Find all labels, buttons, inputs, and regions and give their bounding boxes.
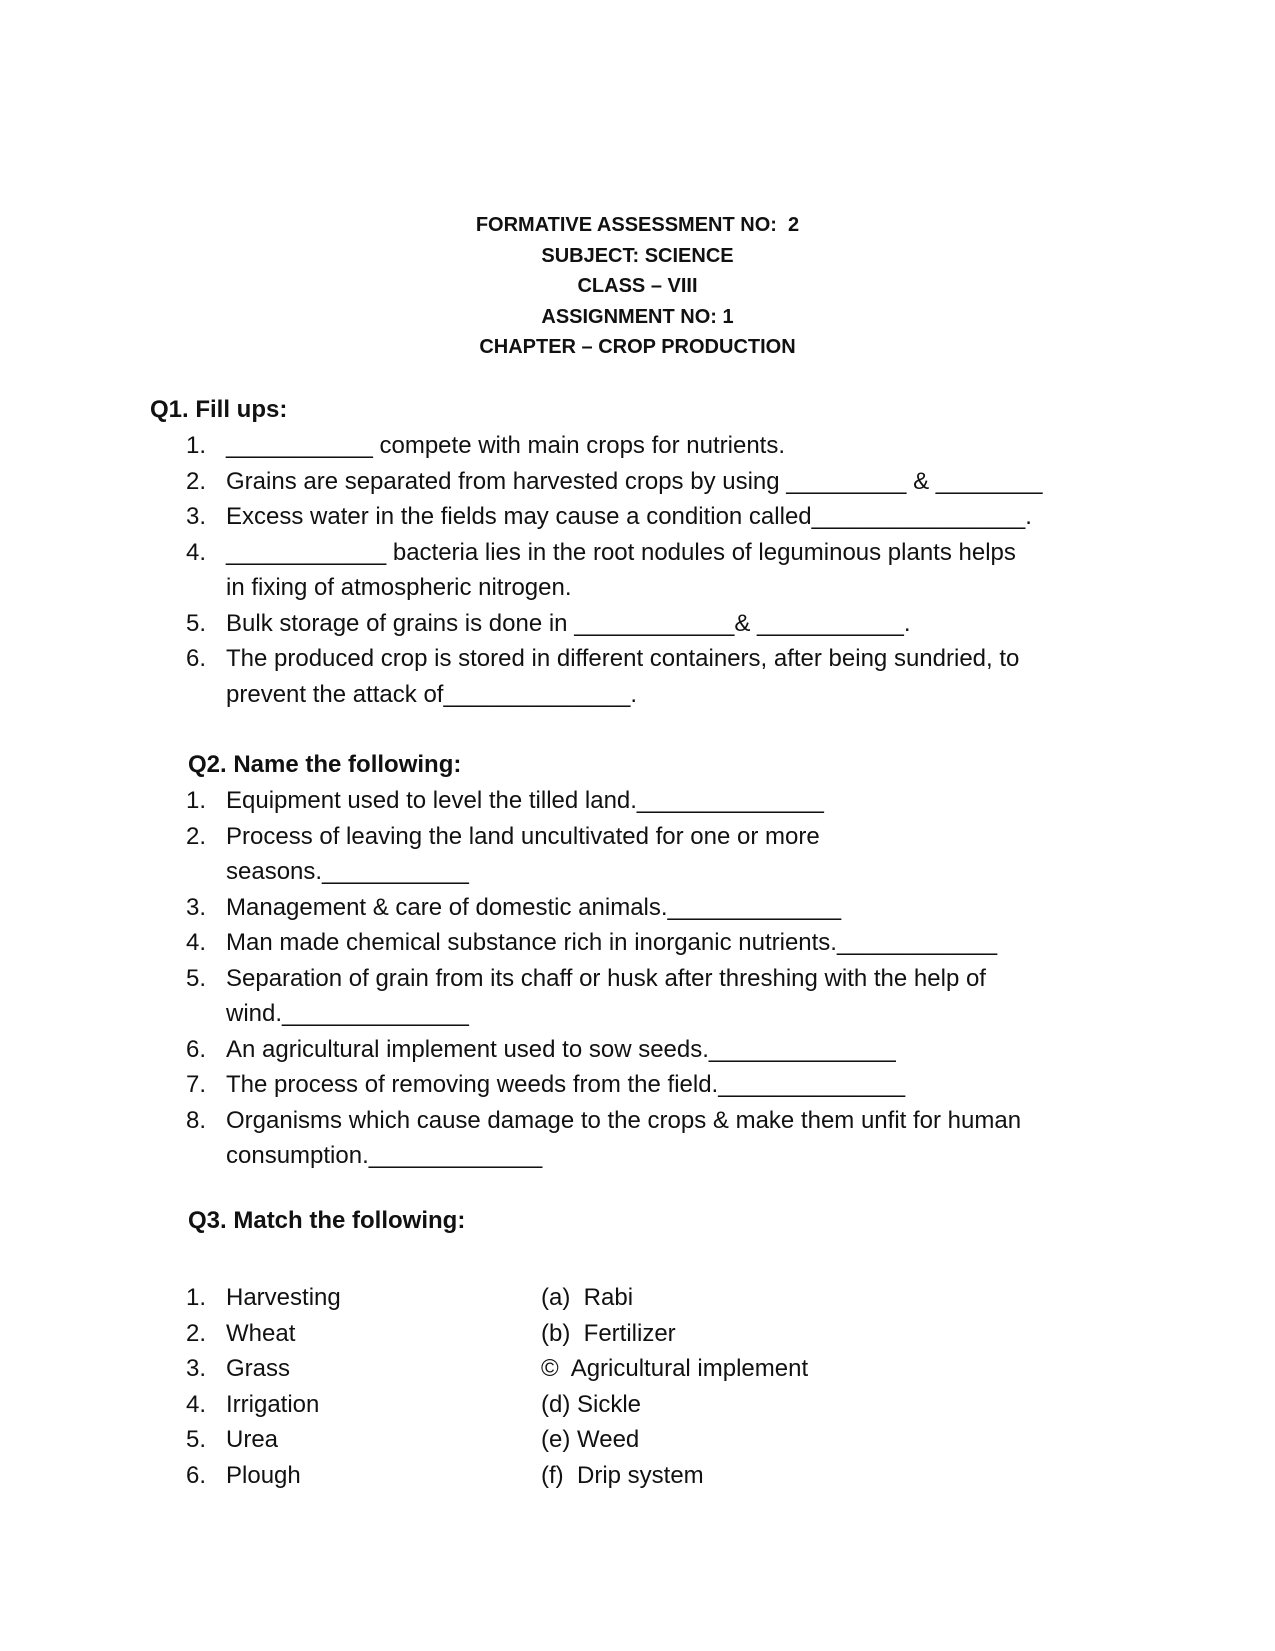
match-right-item: © Agricultural implement bbox=[541, 1355, 809, 1382]
question-item bbox=[176, 925, 1021, 961]
question-text-line: An agricultural implement used to sow seeds.______________ bbox=[226, 1035, 896, 1063]
class-line: CLASS – VIII bbox=[577, 275, 698, 297]
question-text-line: ____________ bacteria lies in the root nodules of leguminous plants helps bbox=[226, 538, 1016, 566]
question-text-line: Process of leaving the land uncultivated for one or more bbox=[226, 822, 820, 850]
question-text-line: ___________ compete with main crops for nutrients. bbox=[226, 432, 785, 459]
q1-list bbox=[176, 428, 1043, 712]
question-item bbox=[176, 641, 1043, 712]
match-left-item bbox=[176, 1458, 341, 1494]
assignment-line: ASSIGNMENT NO: 1 bbox=[541, 305, 734, 328]
match-left-text: Urea bbox=[226, 1426, 279, 1453]
q2-title: Q2. Name the following: bbox=[188, 751, 462, 778]
assessment-title: FORMATIVE ASSESSMENT NO: 2 bbox=[475, 214, 800, 236]
match-number: 1. bbox=[186, 1284, 207, 1311]
match-right-item: (f) Drip system bbox=[541, 1461, 704, 1489]
question-item bbox=[176, 428, 1043, 464]
question-text-line: Management & care of domestic animals._____________ bbox=[226, 893, 842, 921]
question-number: 4. bbox=[186, 538, 207, 566]
question-text-line: prevent the attack of______________. bbox=[226, 680, 637, 708]
question-item bbox=[176, 606, 1043, 642]
question-number: 7. bbox=[186, 1071, 207, 1098]
question-number: 2. bbox=[186, 467, 207, 495]
match-left-text: Irrigation bbox=[226, 1390, 320, 1418]
match-right-item: (d) Sickle bbox=[541, 1390, 642, 1418]
question-number: 1. bbox=[186, 787, 207, 814]
question-text-line: Excess water in the fields may cause a condition called________________. bbox=[226, 503, 1032, 530]
question-text-line: wind.______________ bbox=[226, 1000, 469, 1027]
question-item bbox=[176, 783, 1021, 819]
question-item bbox=[176, 464, 1043, 500]
question-number: 3. bbox=[186, 503, 207, 530]
match-number: 3. bbox=[186, 1355, 207, 1382]
match-left-text: Grass bbox=[226, 1355, 291, 1382]
question-text-line: The process of removing weeds from the field.______________ bbox=[226, 1071, 906, 1098]
q1-title: Q1. Fill ups: bbox=[150, 396, 288, 423]
question-item bbox=[176, 1103, 1021, 1174]
question-number: 6. bbox=[186, 645, 207, 672]
match-right-item: (b) Fertilizer bbox=[541, 1319, 676, 1347]
q3-title: Q3. Match the following: bbox=[188, 1207, 466, 1234]
match-left-item bbox=[176, 1422, 341, 1458]
question-text-line: Man made chemical substance rich in inorganic nutrients.____________ bbox=[226, 929, 998, 956]
question-text-line: Grains are separated from harvested crops by using _________ & ________ bbox=[226, 467, 1043, 495]
match-left-item bbox=[176, 1280, 341, 1316]
match-left-item bbox=[176, 1387, 341, 1423]
question-item bbox=[176, 1032, 1021, 1068]
chapter-line: CHAPTER – CROP PRODUCTION bbox=[479, 336, 796, 358]
match-left-text: Harvesting bbox=[226, 1284, 341, 1311]
question-item bbox=[176, 535, 1043, 606]
question-item bbox=[176, 890, 1021, 926]
question-number: 5. bbox=[186, 964, 207, 992]
question-number: 2. bbox=[186, 822, 207, 850]
match-left-item bbox=[176, 1351, 341, 1387]
match-left-item bbox=[176, 1316, 341, 1352]
question-number: 3. bbox=[186, 893, 207, 921]
question-number: 4. bbox=[186, 929, 207, 956]
question-text-line: Bulk storage of grains is done in ____________& ___________. bbox=[226, 609, 911, 637]
question-text-line: seasons.___________ bbox=[226, 858, 469, 885]
question-number: 1. bbox=[186, 432, 207, 459]
match-left-text: Plough bbox=[226, 1461, 301, 1489]
match-left-text: Wheat bbox=[226, 1319, 296, 1347]
match-number: 6. bbox=[186, 1461, 207, 1489]
q3-left-column bbox=[176, 1280, 341, 1493]
question-item bbox=[176, 961, 1021, 1032]
question-text-line: consumption._____________ bbox=[226, 1142, 543, 1169]
match-number: 5. bbox=[186, 1426, 207, 1453]
q3-right-column bbox=[541, 1280, 808, 1493]
subject-line: SUBJECT: SCIENCE bbox=[541, 244, 734, 267]
question-text-line: Organisms which cause damage to the crops & make them unfit for human bbox=[226, 1106, 1022, 1134]
question-text-line: The produced crop is stored in different containers, after being sundried, to bbox=[226, 645, 1020, 672]
question-text-line: in fixing of atmospheric nitrogen. bbox=[226, 574, 572, 601]
question-item bbox=[176, 499, 1043, 535]
document-header bbox=[0, 210, 1275, 363]
question-text-line: Separation of grain from its chaff or husk after threshing with the help of bbox=[226, 964, 986, 992]
q2-list bbox=[176, 783, 1021, 1174]
question-item bbox=[176, 1067, 1021, 1103]
question-item bbox=[176, 819, 1021, 890]
question-number: 5. bbox=[186, 609, 207, 637]
match-right-item: (a) Rabi bbox=[541, 1284, 634, 1311]
match-number: 2. bbox=[186, 1319, 207, 1347]
match-number: 4. bbox=[186, 1390, 207, 1418]
question-text-line: Equipment used to level the tilled land.______________ bbox=[226, 787, 824, 814]
question-number: 6. bbox=[186, 1035, 207, 1063]
question-number: 8. bbox=[186, 1106, 207, 1134]
match-right-item: (e) Weed bbox=[541, 1426, 640, 1453]
